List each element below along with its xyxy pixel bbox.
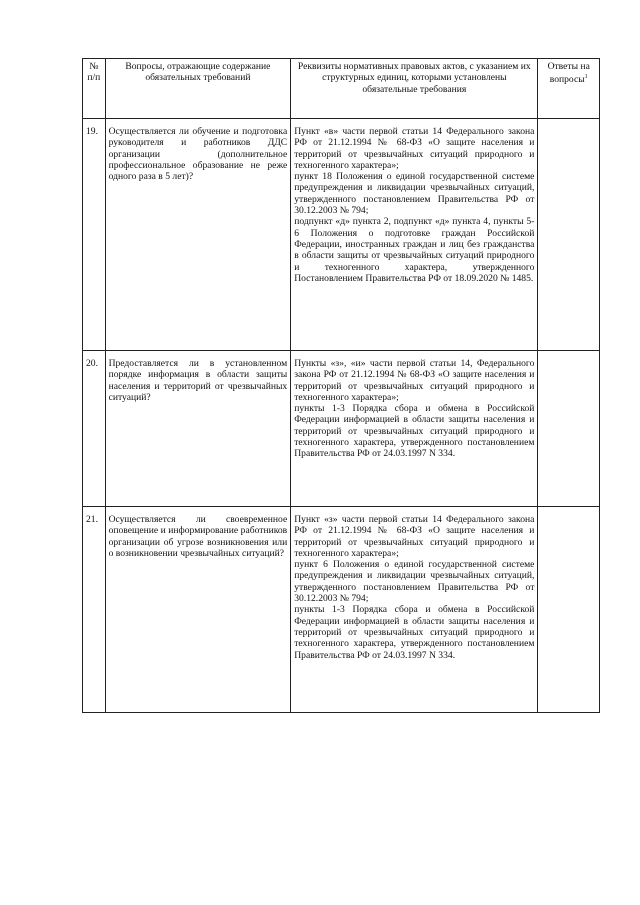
table-row <box>83 507 600 713</box>
table-row <box>83 351 600 507</box>
act-paragraph: Пункты «з», «и» части первой статьи 14, Федерального закона РФ от 21.12.1994 № 68-ФЗ «О защите населения и территорий от чрезвычайных ситуаций природного и техногенного характера»; <box>294 358 535 403</box>
act-paragraph: пункт 6 Положения о единой государственной системе предупреждения и ликвидации чрезвычайных ситуаций, утвержденного постановлением Правительства РФ от 30.12.2003 № 794; <box>294 559 535 605</box>
header-num: № п/п <box>83 59 106 119</box>
row-answer-cell[interactable] <box>538 119 600 351</box>
header-answers-footnote: 1 <box>584 74 588 81</box>
act-paragraph: пункты 1-3 Порядка сбора и обмена в Российской Федерации информацией в области защиты населения и территорий от чрезвычайных ситуаций природного и техногенного характера, утвержденного постановлением Правительства РФ от 24.03.1997 N 334. <box>294 403 535 460</box>
header-acts: Реквизиты нормативных правовых актов, с указанием их структурных единиц, которыми установлены обязательные требования <box>291 59 538 119</box>
act-paragraph: Пункт «з» части первой статьи 14 Федерального закона РФ от 21.12.1994 № 68-ФЗ «О защите населения и территорий от чрезвычайных ситуаций природного и техногенного характера»; <box>294 514 535 559</box>
requirements-table <box>82 58 600 713</box>
act-paragraph: пункт 18 Положения о единой государственной системе предупреждения и ликвидации чрезвычайных ситуаций, утвержденного постановлением Правительства РФ от 30.12.2003 № 794; <box>294 171 535 217</box>
header-questions: Вопросы, отражающие содержание обязательных требований <box>105 59 291 119</box>
row-number: 21. <box>83 507 106 713</box>
table-row <box>83 119 600 351</box>
row-acts <box>291 507 538 713</box>
row-acts <box>291 351 538 507</box>
table-header <box>83 59 600 119</box>
row-number: 19. <box>83 119 106 351</box>
row-question: Осуществляется ли обучение и подготовка руководителя и работников ДДС организации (дополнительное профессиональное образование не реже одного раза в 5 лет)? <box>105 119 291 351</box>
act-paragraph: Пункт «в» части первой статьи 14 Федерального закона РФ от 21.12.1994 № 68-ФЗ «О защите населения и территорий от чрезвычайных ситуаций природного и техногенного характера»; <box>294 126 535 171</box>
header-answers-label: Ответы на вопросы <box>547 61 590 86</box>
act-paragraph: пункты 1-3 Порядка сбора и обмена в Российской Федерации информацией в области защиты населения и территорий от чрезвычайных ситуаций природного и техногенного характера, утвержденного постановлением Правительства РФ от 24.03.1997 N 334. <box>294 604 535 661</box>
row-question: Предоставляется ли в установленном порядке информация в области защиты населения и территорий от чрезвычайных ситуаций? <box>105 351 291 507</box>
header-answers <box>538 59 600 119</box>
row-number: 20. <box>83 351 106 507</box>
row-answer-cell[interactable] <box>538 507 600 713</box>
row-acts <box>291 119 538 351</box>
row-question: Осуществляется ли своевременное оповещение и информирование работников организации об угрозе возникновения или о возникновении чрезвычайных ситуаций? <box>105 507 291 713</box>
row-answer-cell[interactable] <box>538 351 600 507</box>
act-paragraph: подпункт «д» пункта 2, подпункт «д» пункта 4, пункты 5-6 Положения о подготовке граждан Российской Федерации, иностранных граждан и лиц без гражданства в области защиты от чрезвычайных ситуаций природного и техногенного характера, утвержденного Постановлением Правительства РФ от 18.09.2020 № 1485. <box>294 216 535 284</box>
